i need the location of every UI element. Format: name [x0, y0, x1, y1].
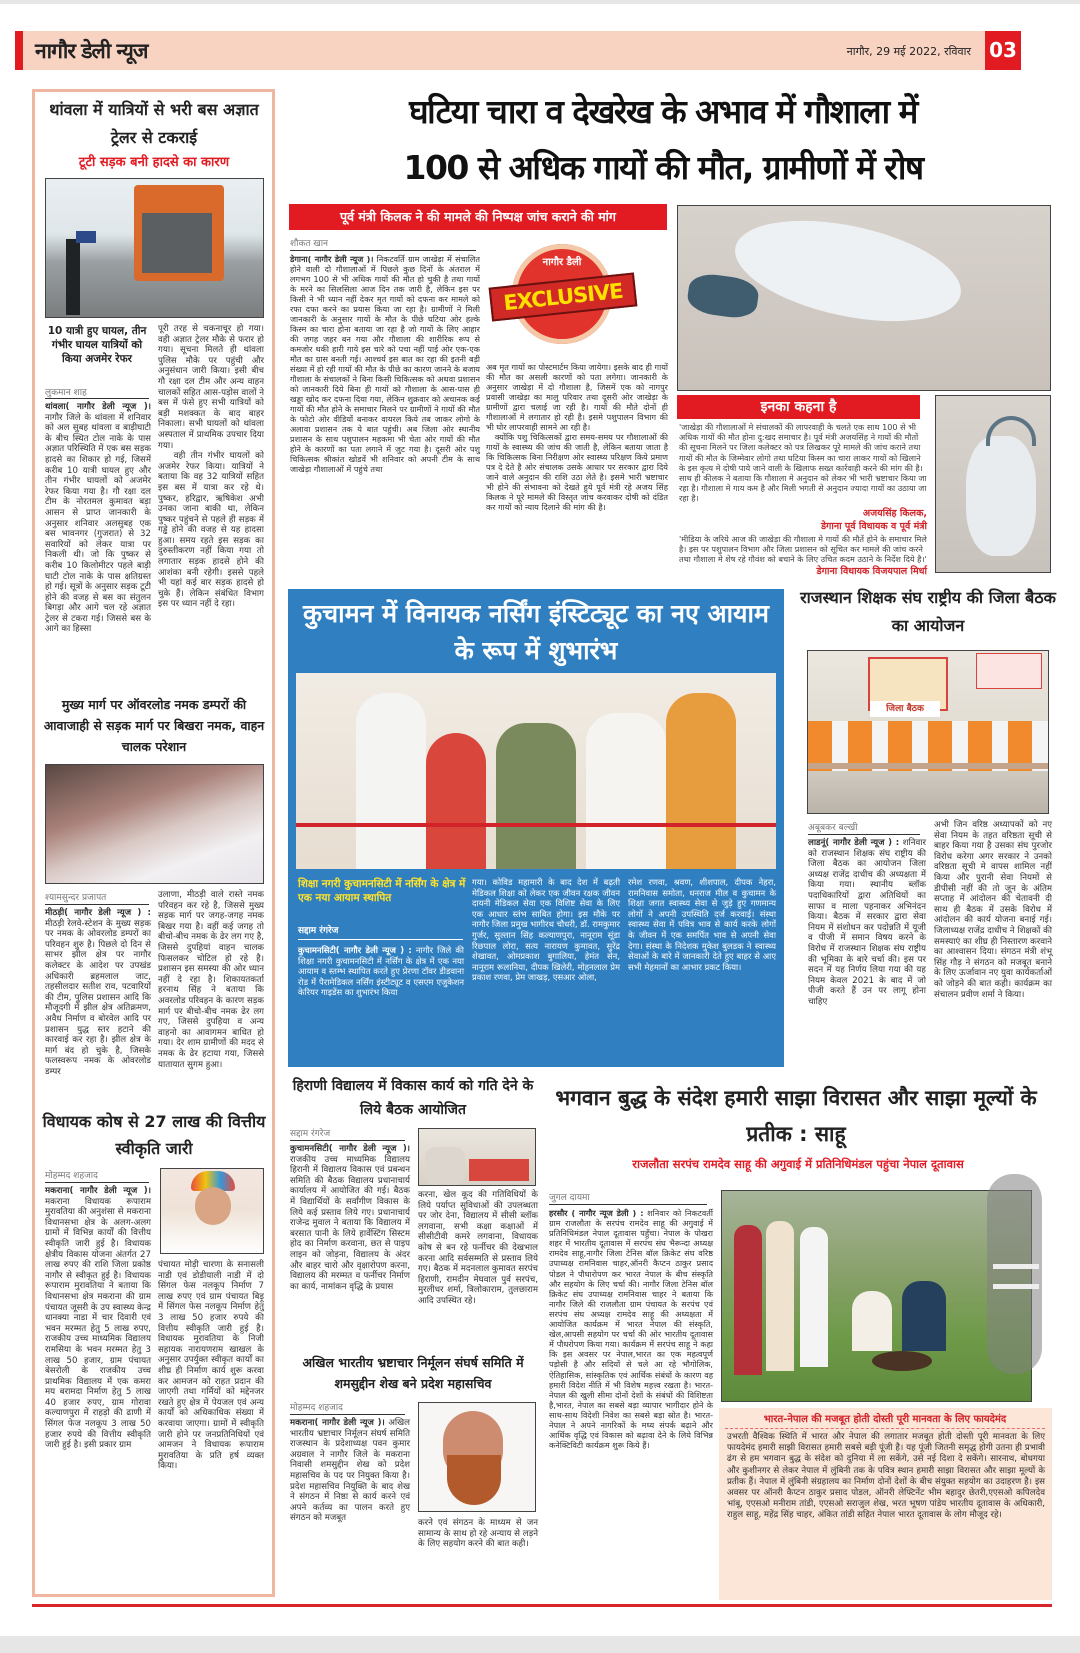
page-number: 03 [985, 31, 1021, 70]
shikshak-byline: अबूबकर बल्खी [808, 823, 858, 833]
hirani-headline[interactable]: हिराणी विद्यालय में विकास कार्य को गति देने के लिये बैठक आयोजित [292, 1078, 534, 1118]
salt-story-col1 [45, 908, 151, 1078]
bus-story-headline[interactable]: थांवला में यात्रियों से भरी बस अज्ञात ट्रेलर से टकराई [49, 100, 259, 147]
divider [290, 1140, 405, 1141]
bus-col2b-text: वही तीन गंभीर घायलों को अजमेर रेफर किया। यात्रियों ने बताया कि वह 32 यात्रियों सहित इस बस में यात्रा कर रहे थे। पुष्कर, हरिद्वार, ऋषिकेश अभी उनका जाना बाकी था, लेकिन पुष्कर पहुंचने से पहले ही सड़क में गड्ढे होने की वजह से यह हादसा हुआ। समय रहते इस सड़क का दुरुस्तीकरण नहीं किया गया तो लगातार सड़क हादसे होने की आशंका बनी रहेगी। इससे पहले भी यहां कई बार सड़क हादसे हो चुके हैं। लेकिन संबंधित विभाग इस पर ध्यान नहीं दे रहा। [158, 451, 264, 610]
sahu-dateline: हरसौर ( नागौर न्यूज डेली ) : [549, 1208, 644, 1218]
divider [298, 939, 463, 940]
nursing-headline[interactable]: कुचामन में विनायक नर्सिंग इंस्टिट्यूट का नए आयाम के रूप में शुभारंभ [303, 599, 769, 665]
meeting-banner-text: जिला बैठक [870, 701, 940, 717]
nursing-col3: रमेश रणवा, श्रवण, शीशपाल, दीपक नेहरा, रामनिवास समोता, धनराज मील व कुचामन के शिक्षा जगत स्वास्थ्य सेवा से जुड़े हुए गणमान्य लोगों ने अपनी उपस्थिति दर्ज करवाई। संस्था स्वास्थ्य सेवा में पवित्र भाव से कार्य करके लोगों के जीवन में एक समर्पित भाव से अपनी सेवा देगा। संस्था के निदेशक मुकेश बुलडक ने स्वास्थ्य सेवाओं के बारे में जानकारी देते हुए बाहर से आए सभी मेहमानों का आभार प्रकट किया। [628, 877, 776, 972]
kilak-quote: 'जाखेड़ा की गौशालाओं मे संचालकों की लापरवाही के चलते एक साथ 100 से भी अधिक गायों की मौत होना दु:खद समाचार है। पूर्व मंत्री अजयसिंह ने गायों की मौतों की सूचना मिलने पर जिला कलेक्टर को पत्र लिखकर पूरे मामले की जांच कराने तथा गायों की मौत के जिम्मेवार लोगो तथा घटिया किस्म का चारा लाकर गायों को खिलाने के इस कृत्य मे दोषी पाये जाने वाली के खिलाफ सख्त कार्रवाही करने की मांग की है। साथ ही कीलक ने बताया कि गौशाला मे अनुदान को लेकर भी भारी भ्रष्टाचार किया जा रहा है। गौशाला मे गाय कम है और मिली भगती से अनुदान ज्यादा गायों का उठाया जा रहा है। [679, 422, 927, 504]
salt-dateline: मीठड़ी( नागौर डेली न्यूज ) : [45, 908, 151, 918]
sahu-headline[interactable]: भगवान बुद्ध के संदेश हमारी साझा विरासत और साझा मूल्यों के प्रतीक : साहू [555, 1086, 1037, 1146]
fund-story-headline[interactable]: विधायक कोष से 27 लाख की वित्तीय स्वीकृति जारी [42, 1112, 266, 1158]
bus-story-subhead: टूटी सड़क बनी हादसे का कारण [78, 155, 230, 170]
shikshak-dateline: लाडनूं( नागौर डेली न्यूज ) : [808, 838, 900, 848]
bus-story-col2 [158, 324, 264, 610]
kilak-name: अजयसिंह किलक, [862, 507, 927, 519]
shikshak-headline[interactable]: राजस्थान शिक्षक संघ राष्ट्रीय की जिला बैठक का आयोजन [800, 588, 1056, 635]
lead-headline-line2: 100 से अधिक गायों की मौत, ग्रामीणों में रोष [403, 148, 923, 187]
bus-side-headline: 10 यात्री हुए घायल, तीन गंभीर घायल यात्रियों को किया अजमेर रेफर [47, 325, 147, 365]
lead-story-red-strap: पूर्व मंत्री किलक ने की मामले की निष्पक्ष जांच कराने की मांग [289, 204, 667, 230]
shamsuddin-col1-text: अखिल भारतीय भ्रष्टाचार निर्मूलन संघर्ष समिति राजस्थान के प्रदेशाध्यक्ष पवन कुमार अग्रवाल ने नागौर जिले के मकराना निवासी शमसुद्दीन शेख को प्रदेश महासचिव के पद पर नियुक्त किया है। प्रदेश महासचिव नियुक्ति के बाद शेख ने संगठन में निष्ठा से कार्य करने एवं अपने कर्तव्य का पालन करते हुए संगठन को मजबूत [290, 1418, 411, 1524]
divider [290, 250, 476, 251]
shikshak-col2: अभी जिन वरिष्ठ अध्यापकों को नए सेवा नियम के तहत वरिष्ठता सूची से बाहर किया गया है उसका संघ पुरजोर विरोध करेगा अगर सरकार ने उनको वरिष्ठता सूची मे वापस शामिल नहीं किया और पुरानी सेवा नियमों से डीपीसी नहीं की तो जून के अंतिम सप्ताह में आंदोलन की चेतावनी दी साथ ही बैठक में उसके विरोध में आंदोलन की कार्य योजना बनाई गई। जिलाध्यक्ष राजेंद्र दाधीच ने शिक्षकों की समस्याएं का शीघ्र ही निस्तारण करवाने का आश्वासन दिया। संगठन मंत्री शंभू सिंह गौड़ ने संगठन को मजबूत बनाने के लिए ऊर्जावान नए युवा कार्यकर्ताओं को जोड़ने की बात कही। कार्यक्रम का संचालन प्रवीण शर्मा ने किया। [934, 820, 1053, 1000]
issue-date: नागौर, 29 मई 2022, रविवार [846, 45, 971, 58]
ribbon-cutting-photo[interactable] [296, 673, 776, 869]
kilak-role: डेगाना पूर्व विधायक व पूर्व मंत्री [820, 520, 927, 532]
bus-accident-photo[interactable] [45, 178, 264, 318]
divider [45, 904, 149, 905]
bus-story-col1 [45, 402, 151, 635]
nursing-subhead: शिक्षा नगरी कुचामनसिटी में नर्सिंग के क्षेत्र में एक नया आयाम स्थापित [298, 878, 466, 904]
hirani-col1 [290, 1144, 410, 1292]
dead-cow-photo[interactable] [677, 205, 1051, 391]
friendship-box-text: उभरती वैश्विक स्थिति में भारत और नेपाल की लगातार मजबूत होती दोस्ती पूरी मानवता के लिए फायदेमंद हमारी साझी विरासत हमारी सबसे बड़ी पूंजी है। यह पूंजी जितनी समृद्ध होगी उतना ही प्रभावी ढंग से हम भगवान बुद्ध के संदेश को दुनिया में ला सकेंगे, उसे नई दिशा दे सकेंगे। सारनाथ, बोधगया और कुशीनगर से लेकर नेपाल में लुंबिनी तक के पवित्र स्थान हमारी साझा विरासत और साझा मूल्यों के प्रतीक हैं। नेपाल में लुंबिनी संग्रहालय का निर्माण दोनों देशों के बीच संयुक्त सहयोग का उदाहरण है। इस अवसर पर ऑनरी कैप्टन ठाकुर प्रसाद पोडल, ऑनरी लेफ्टिनेंट भीम बहादुर छेतरी,एएसओ कपिलदेव भांबू, एएसओ मनीराम तांडी, एएसओ सराजुल शेख, भरत भूषण पांडेय भारतीय दूतावास के अधिकारी, राहुल साहू, महेंद्र सिंह चाहर, अंकित तांडी सहित नेपाल भारत दूतावास के लोग मौजूद रहे। [727, 1432, 1045, 1521]
left-column-box [32, 89, 275, 1597]
fund-story-col1 [45, 1186, 151, 1451]
weak-cow-photo[interactable] [935, 395, 1051, 573]
school-meeting-photo[interactable] [418, 1128, 536, 1186]
salt-road-photo[interactable] [45, 764, 264, 884]
newspaper-name: नागौर डेली न्यूज [35, 39, 148, 63]
lead-headline-line1: घटिया चारा व देखरेख के अभाव में गौशाला में [409, 92, 917, 131]
fund-col1-text: मकराना विधायक रूपाराम मुरावतिया की अनुशंसा से मकराना विधानसभा क्षेत्र के अलग-अलग ग्रामों में विभिन्न कार्यों की वित्तीय स्वीकृति जारी हुई है। विधायक क्षेत्रीय विकास योजना अंतर्गत 27 लाख रुपए की राशि जिला प्रकोष्ठ नागौर से स्वीकृत हुई है। विधायक रूपाराम मुरावतिया ने बताया कि विधानसभा क्षेत्र मकराना की ग्राम पंचायत जूसरी के उप स्वास्थ्य केन्द्र धानक्या नाडा में चार दिवारी एवं भवन मरम्मत हेतु 5 लाख रुपए, राजकीय उच्च माध्यमिक विद्यालय रामसिया के भवन मरम्मत हेतु 3 लाख 50 हजार, ग्राम पंचायत बेसरोली के राजकीय उच्च प्राथमिक विद्यालय में एक कमरा मय बरामदा निर्माण हेतु 5 लाख 40 हजार रुपए, ग्राम गोरावा कल्याणपुरा में राहड़ो की ढाणी में सिंगल फेज नलकूप 3 लाख 50 हजार रुपये की वित्तीय स्वीकृति जारी हुई है। इसी प्रकार ग्राम [45, 1196, 151, 1451]
nursing-byline: सद्दाम रंगरेज [298, 926, 339, 936]
gaushala-col1 [290, 254, 480, 474]
divider [290, 1414, 405, 1415]
divider [549, 1204, 707, 1205]
hirani-col1-text: राजकीय उच्च माध्यमिक विद्यालय हिरानी में विद्यालय विकास एवं प्रबन्धन समिति की बैठक विद्यालय प्रधानाचार्य कार्यालय में आयोजित की गई। बैठक में विद्यार्थियों के सर्वांगीण विकास के लिये कई प्रस्ताव लिये गए। प्रधानाचार्य राजेन्द्र मुवाल ने बताया कि विद्यालय में बरसात पानी के लिये हार्वेस्टिंग सिस्टम होद का निर्माण करवाना, छत से पाइप लाइन को जोड़ना, विद्यालय के अंदर और बाहर चारो और वृक्षारोपण करना, विद्यालय की मरम्मत व फर्नीचर निर्माण का कार्य, नामांकन वृद्धि के प्रयास [290, 1154, 410, 1292]
fund-story-col2: पंचायत मोड़ी चारणा के सनासली नाडी एवं डोडीयाली नाडी में दो सिंगल फेस नलकूप निर्माण 7 लाख रुपए एवं ग्राम पंचायत बिड़ू में सिंगल फेस नलकूप निर्माण हेतु 3 लाख 50 हजार रुपये की वित्तीय स्वीकृति जारी हुई है। विधायक मुरावतिया के निजी सहायक नारायणराम खाखल के अनुसार उपर्युक्त स्वीकृत कार्यों का शीघ्र ही निर्माण कार्य शुरू करवा कर आमजन को राहत प्रदान की जाएगी तथा गर्मियों को मद्देनजर रखते हुए क्षेत्र में पेयजल एवं अन्य कार्यों को अधिकाधिक संख्या में करवाया जाएगा। ग्रामों में स्वीकृति जारी होने पर जनप्रतिनिधियों एवं आमजन ने विधायक रूपाराम मुरावतिया के प्रति हर्ष व्यक्त किया। [158, 1260, 264, 1472]
fund-dateline: मकराना( नागौर डेली न्यूज )। [45, 1186, 151, 1196]
page-masthead [15, 31, 1021, 70]
mirdha-quote: 'मीडिया के जरिये आज की जाखेड़ा की गौशाला मे गायों की मौतें होने के समाचार मिले है। इस पर पशुपालन विभाग और जिला प्रशासन को सूचित कर मामले की जांच करने तथा गौशाला मे शेष रहे गौवंश को बचाने के लिए उचित कदम उठाने के निर्देश दिये है।' [679, 533, 927, 565]
gaushala-col2b-text: क्योंकि पशु चिकित्सकों द्वारा समय-समय पर गौशालाओं की गायों के स्वास्थ्य की जांच की जाती है, लेकिन बताया जाता है कि चिकित्सक बिना निरीक्षण ओर स्वास्थ्य परिक्षण किये प्रमाण पत्र दे देते है ओर संचालक उसके आधार पर सरकार द्वारा दिये जाने वाले अनुदान की राशि उठा लेते है। इसमे भारी भ्रष्टाचार भी होने की संभावना को देखते हुये पूर्व मंत्री रहे अजय सिंह किलक ने पूरे मामले की विस्तृत जांच करवाकर दोषी को दंडित कर गायों को न्याय दिलाने की मांग की है। [486, 432, 669, 512]
lead-story-headline[interactable] [283, 84, 1043, 196]
fund-byline: मोहम्मद शहजाद [45, 1171, 98, 1181]
salt-col1-text: मीठड़ी रेलवे-स्टेशन के मुख्य सड़क पर नमक के ओवरलोड डम्परों का परिवहन शुरु है। पिछले दो दिन से साभर झील क्षेत्र पर नागौर कलेक्टर के आदेश पर उपखंड अधिकारी ब्रहमलाल जाट, तहसीलदार सतीश राव, पटवारियों की टीम, पुलिस प्रशासन आदि कि मौजूदगी में झील क्षेत्र अतिक्रमण, अवैध निर्माण व बोरवेल आदि पर प्रशासन युद्ध स्तर हटाने की कारवाई कर रहा है। झील क्षेत्र के मार्ग बंद हो चुके है, जिसके फलस्वरूप नमक के ओवरलोड डम्पर [45, 918, 151, 1077]
sahu-body [549, 1208, 713, 1450]
gaushala-col1-text: निकटवर्ति ग्राम जाखेड़ा में संचालित होने वाली दो गौशालाओं में पिछले कुछ दिनों के अंतराल में लगभग 100 से भी अधिक गायों की मौत हो चुकी है तथा गायों के मरने का सिलसिला आज दिन तक जारी है, लेकिन इस पर किसी ने भी ध्यान नहीं देकर मृत गायों को दफना कर मामले को रफा दफा करने का प्रयास किया जा रहा है। ग्रामीणों ने मिली जानकारी के अनुसार गायों के मौत के पीछे घटिया ओर हल्के किस्म का चारा होना बताया जा रहा है जो गायों के लिए आहार की जगह जहर बन गया और गौशाला की शारीरिक रूप से कमजोर थकी हारी गाये इस चारे को पचा नहीं पाई ओर एक-एक मौत का ग्रास बनती गई। आश्चर्य इस बात का रहा की इतनी बड़ी संख्या में हो रही गायों की मौत के पीछे का कारण जानने के बजाय गौशाला के संचालकों ने बिना किसी चिकित्सक को अथवा प्रशासन को जानकारी दिये बिना ही गायों को गौशाला के आस-पास ही खड्डा खोद कर दफना दिया गया, लेकिन शुक्रवार को अचानक कई गायों की मौत होने के समाचार मिलने पर ग्रामीणों ने गायों की मौत के फोटो ओर वीडियों बनाकर वायरल किये तब जाकर लोगो के अलावा प्रशासन तक ये बात पहुंची। अब जिला ओर स्थानीय प्रशासन के साथ पशुपालन महकमा भी चेता ओर गायों की मौत होने के कारणों का पता लगाने में जुट गया है। दूसरी ओर पशु चिकित्सक श्रीकांत खोडवें भी शनिवार को अपनी टीम के साथ जाखेड़ा गौशालाओं में पहुंचे तथा [290, 254, 480, 474]
quotes-box [679, 422, 927, 577]
nursing-institute-story [288, 589, 784, 1067]
nepal-friendship-box [719, 1408, 1052, 1600]
sahu-subhead: राजलौता सरपंच रामदेव साहू की अगुवाई में प्रतिनिधिमंडल पहुंचा नेपाल दूतावास [632, 1157, 964, 1171]
bus-col1-text: नागौर जिले के थांवला में शनिवार को अल सुबह थांवला व बाड़ीघाटी के बीच स्थित टोल नाके के पास अज्ञात परिस्थिति में एक बस सड़क हादसे का शिकार हो गई, जिसमें करीब 10 यात्री घायल हुए और तीन गंभीर घायलों को अजमेर रेफर किया गया है। गौ रक्षा दल टीम के नोरतमल कुमावत बड़ा आसन से प्राप्त जानकारी के अनुसार शनिवार अलसुबह एक बस भावनगर (गुजरात) से 32 सवारियों को लेकर यात्रा पर निकली थी। जो कि पुष्कर से करीब 10 किलोमीटर पहले बाड़ी घाटी टोल नाके के पास क्षतिग्रस्त हो गई। सूत्रों के अनुसार सड़क टूटी होने की वजह से बस का संतुलन बिगड़ा और आगे चल रहे अज्ञात ट्रेलर से टकरा गई। जिससे बस के आगे का हिस्सा [45, 412, 151, 635]
mirdha-attribution: डेगाना विधायक विजयपाल मिर्धा [816, 566, 927, 578]
grip-line [993, 1264, 1039, 1269]
divider [808, 834, 920, 835]
viewer-bottom-edge [0, 1636, 1080, 1653]
mla-portrait-photo[interactable] [160, 1168, 264, 1254]
shamsuddin-byline: मोहम्मद शहजाद [290, 1403, 343, 1413]
tree-plantation-photo[interactable] [721, 1190, 1032, 1402]
shamsuddin-headline[interactable]: अखिल भारतीय भ्रष्टाचार निर्मूलन संघर्ष समिति में शमसुद्दीन शेख बने प्रदेश महासचिव [302, 1355, 524, 1391]
exclusive-badge [490, 236, 640, 356]
grip-line [993, 1284, 1039, 1289]
bus-col2-text: पूरी तरह से चकनाचूर हो गया। वही अज्ञात ट्रेलर मौके से फरार हो गया। सूचना मिलते ही थांवला पुलिस मौके पर पहुंची और अनुसंधान जारी किया। इसी बीच गौ रक्षा दल टीम और अन्य वाहन चालकों सहित आस-पड़ोस वालों ने बस में फंसे हुए सभी यात्रियों को बड़ी मशक्कत के बाद बाहर निकाला। सभी घायलों को थांवला अस्पताल में प्राथमिक उपचार दिया गया। [158, 324, 264, 451]
masthead-accent [15, 31, 23, 70]
gaushala-byline: शौकत खान [290, 239, 329, 249]
friendship-box-title: भारत-नेपाल की मजबूत होती दोस्ती पूरी मानवता के लिए फायदेमंद [725, 1413, 1045, 1429]
nursing-col2: गया। कोविड महामारी के बाद देश में बढ़ती मेडिकल शिक्षा को लेकर एक जीवन रक्षक जीवन दायनी मेडिकल सेवा एक विशिष्ट सेवा के लिए एक आधार स्तंभ साबित होगा। इस मौके पर नागौर जिला प्रमुख भागीरथ चौधरी, डॉ. रामकुमार गुर्जर, सुल्तान सिंह कल्याणपुरा, नानूराम सूंडा रिछपाल लोरा, सत्य नारायण कुमावत, सुरेंद्र शेखावत, ओमप्रकाश बुगालिया, हेमंत सेन, नानूराम रूलानिया, दीपक खिलेरी, मोहनलाल प्रेम प्रकाश रणवा, प्रेम जाखड़, एसआर ओला, [472, 877, 620, 983]
shamsuddin-col1 [290, 1418, 410, 1524]
viewer-scroll-handle[interactable] [987, 1174, 1042, 1374]
divider [45, 1182, 149, 1183]
gaushala-col2 [486, 362, 668, 512]
sahu-byline: जुगल दायमा [549, 1193, 590, 1203]
salt-story-headline[interactable]: मुख्य मार्ग पर ऑवरलोड नमक डम्परों की आवाजाही से सड़क मार्ग पर बिखरा नमक, वाहन चालक परेशान [43, 697, 265, 754]
shikshak-col1 [808, 838, 926, 1008]
divider [45, 398, 149, 399]
gaushala-dateline: डेगाना( नागौर डेली न्यूज )। [290, 254, 374, 264]
hirani-byline: सद्दाम रंगरेज [290, 1129, 331, 1139]
shamsuddin-col2: करने एवं संगठन के माध्यम से जन सामान्य के साथ हो रहे अन्याय से लड़ने के लिए सहयोग करने की बात कही। [418, 1518, 538, 1550]
footer-rule [32, 1604, 1052, 1607]
inka-kehna-hai-heading: इनका कहना है [677, 395, 920, 419]
bus-byline: लुकमान शाह [45, 388, 87, 398]
viewer-top-edge [0, 0, 1080, 4]
hirani-col2: करना, खेल कूद की गतिविधियों के लिये पर्याप्त सुविधाओं की उपलब्धता पर जोर देना, विद्यालय में सीसी ब्लॉक लगवाना, सभी कक्षा कक्षाओं में सीसीटीवी कमरे लगवाना, विधायक कोष से बन रहे फर्नीचर की देखभाल करना आदि सर्वसम्मति से प्रस्ताव लिये गए। बैठक में मदनलाल कुमावत सरपंच हिराणी, रामदीन मेघवाल पुर्व सरपंच, मुरलीधर शर्मा, त्रिलोकाराम, तुलछाराम आदि उपस्थित रहे। [418, 1190, 538, 1306]
nursing-col1 [298, 945, 464, 998]
salt-byline: श्यामसुन्दर प्रजापत [45, 893, 107, 903]
exclusive-badge-top-text: नागौर डैली [542, 257, 582, 268]
shamsuddin-portrait-photo[interactable] [418, 1402, 536, 1512]
salt-story-col2: उलाणा, मीठड़ी वाले रास्ते नमक परिवहन कर रहे है, जिससे मुख्य सड़क मार्ग पर जगह-जगह नमक बिखर गया है। वहीं कई जगह तो बीचो-बीच नमक के ढेर लग गए है, जिससे दुपहियां वाहन चालक फिसलकर चोटिल हो रहे है। प्रशासन इस समस्या की ओर ध्यान नहीं दे रहा है। शिकायतकर्ता हरनाथ सिंह ने बताया कि अवरलोड परिवहन के कारण सड़क मार्ग पर बीचो-बीच नमक ढेर लग गए, जिससे दुपहिया व अन्य वाहनो का आवागमन बाधित हो गया। देर शाम ग्रामीणों की मदद से नमक के ढेर हटाया गया, जिससे यातायात सुगम हुआ। [158, 890, 264, 1070]
teachers-meeting-photo[interactable] [807, 650, 1049, 814]
sahu-body-text: शनिवार को निकटवर्ती ग्राम राजलौता के सरपंच रामदेव साहू की अगुवाई में प्रतिनिधिमंडल नेपाल दूतावास पहुँचा। नेपाल के पोखरा शहर में भारतीय दूतावास में सरपंच संघ भैरून्दा अध्यक्ष रामदेव साहू,नागौर जिला टेनिस बॉल क्रिकेट संघ वरिष्ठ उपाध्यक्ष रामनिवास चाहर,ऑनरी कैप्टन ठाकुर प्रसाद पोडल ने पौधारोपण कर भारत नेपाल के बीच संस्कृति और सहयोग के लिए चर्चा की। नागौर जिला टेनिस बॉल क्रिकेट संघ उपाध्यक्ष रामनिवास चाहर ने बताया कि नागौर जिले की राजलौता ग्राम पंचायत के सरपंच एवं सरपंच संघ अध्यक्ष रामदेव साहू की अध्यक्षता में आयोजित कार्यक्रम में भारत नेपाल की संस्कृति, खेल,आपसी सहयोग पर चर्चा की ओर भारतीय दूतावास में पौधरोपण किया गया। कार्यक्रम में सरपंच साहू ने कहा कि इस अवसर पर नेपाल,भारत का एक महत्वपूर्ण पड़ोसी है और सदियों से चले आ रहे भौगोलिक, ऐतिहासिक, सांस्कृतिक एवं आर्थिक संबंधों के कारण वह हमारी विदेश नीति में भी विशेष महत्त्व रखता है। भारत-नेपाल की खुली सीमा दोनों देशों के संबंधों की विशिष्टता है,भारत, नेपाल का सबसे बड़ा व्यापार भागीदार होने के साथ-साथ विदेशी निवेश का सबसे बड़ा स्रोत है। भारत-नेपाल ने अपने नागरिकों के मध्य संपर्क बढ़ाने और आर्थिक वृद्धि एवं विकास को बढ़ावा देने के लिये विभिन्न कनेक्टिविटी कार्यक्रम शुरू किये हैं। [549, 1208, 713, 1451]
exclusive-badge-label: EXCLUSIVE [489, 272, 638, 321]
shikshak-col1-text: शनिवार को राजस्थान शिक्षक संघ राष्ट्रीय की जिला बैठक का आयोजन जिला अध्यक्ष राजेंद्र दाधीच की अध्यक्षता में किया गया। स्थानीय ब्लॉक पदाधिकारियों द्वारा अतिथियों का साफा व माला पहनाकर अभिनंदन किया। बैठक में सरकार द्वारा सेवा नियम में संशोधन कर पदोन्नति में यूजी व पीजी में समान विषय करने के विरोध में राजस्थान शिक्षक संघ राष्ट्रीय की भूमिका के बारे चर्चा की। इस पर सदन में यह निर्णय लिया गया की यह नियम केवल 2021 के बाद में जो पीजी करते हैं उन पर लागू होना चाहिए [808, 838, 926, 1007]
nursing-dateline: कुचामनसिटी( नागौर डेली न्यूज ) : [298, 945, 412, 955]
nursing-col1-text: नागौर जिले की शिक्षा नगरी कुचामनसिटी में नर्सिंग के क्षेत्र में एक नया आयाम व स्तम्भ स्थापित करते हुए प्रेरणा टॉवर डीडवाना रोड में पैरामेडिकल नर्सिंग इंस्टीट्यूट व एसएम एजुकेशन केरियर गाइडेंस का शुभारंभ किया [298, 945, 464, 998]
hirani-dateline: कुचामनसिटी( नागौर डेली न्यूज )। [290, 1144, 410, 1154]
gaushala-col2-text: अब मृत गायों का पोस्टमार्टम किया जायेगा। इसके बाद ही गायों की मौत का असली कारणों को पता लगेगा। जानकारी के अनुसार जाखेड़ा में दो गौशाला है, जिसमें एक को नागपुर प्रवासी जाखेड़ा का मालु परिवार तथा दूसरी ओर जाखेड़ा के ग्रामीणों द्वारा चलाई जा रही है। गायों की मौते दोनों ही गौशालाओं मे लगातार हो रही है। इसमे पशुपालन विभाग की भी घोर लापरवाही सामने आ रही है। [486, 362, 668, 432]
bus-dateline: थांवला( नागौर डेली न्यूज )। [45, 402, 151, 412]
shamsuddin-dateline: मकराना( नागौर डेली न्यूज )। [290, 1418, 385, 1428]
